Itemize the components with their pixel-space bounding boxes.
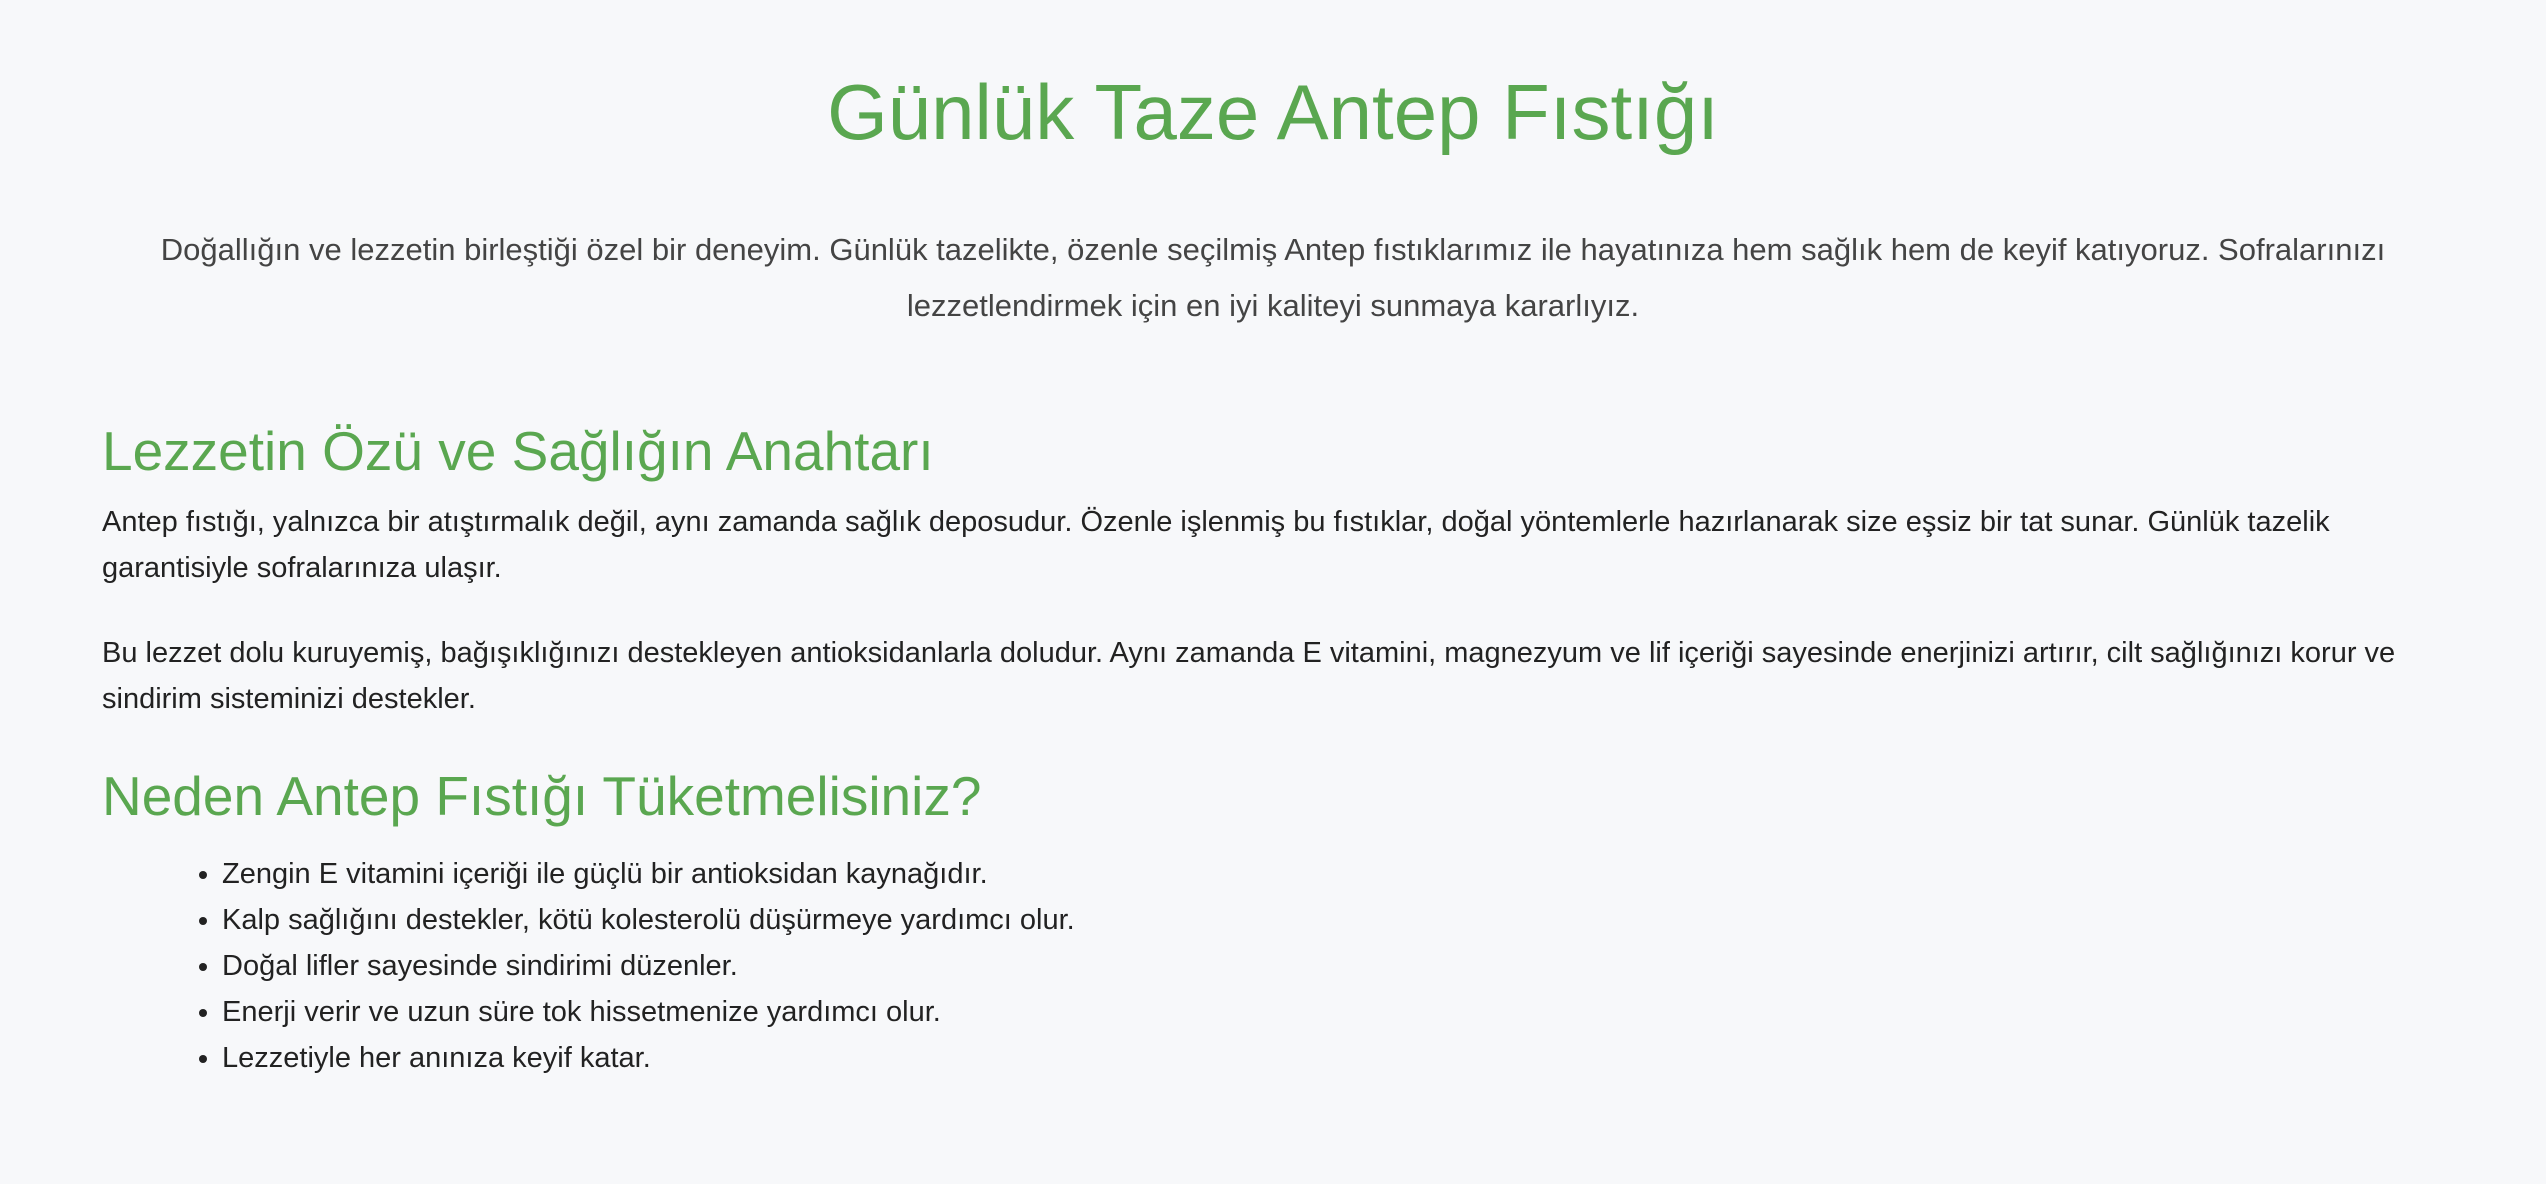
section-paragraph-1: Antep fıstığı, yalnızca bir atıştırmalık değil, aynı zamanda sağlık deposudur. Özenle işlenmiş bu fıstıklar, doğal yöntemlerle hazırlanarak size eşsiz bir tat sunar. Günlük tazelik garantisiyle sofralarınıza ulaşır. [102,506,2330,584]
hero-section [0,0,2546,334]
page-title: Günlük Taze Antep Fıstığı [827,68,1719,156]
benefit-item: • Lezzetiyle her anınıza keyif katar. [222,1035,2444,1081]
benefit-item: • Zengin E vitamini içeriği ile güçlü bir antioksidan kaynağıdır. [222,851,2444,897]
hero-description: Doğallığın ve lezzetin birleştiği özel bir deneyim. Günlük tazelikte, özenle seçilmiş Antep fıstıklarımız ile hayatınıza hem sağlık hem de keyif katıyoruz. Sofralarınızı lezzetlendirmek için en iyi kaliteyi sunmaya kararlıyız. [160,232,2386,323]
benefits-list [102,851,2444,1081]
section-heading-why: Neden Antep Fıstığı Tüketmelisiniz? [102,765,982,827]
benefit-item: • Enerji verir ve uzun süre tok hissetmenize yardımcı olur. [222,989,2444,1035]
section-paragraph-2: Bu lezzet dolu kuruyemiş, bağışıklığınızı destekleyen antioksidanlarla doludur. Aynı zamanda E vitamini, magnezyum ve lif içeriği sayesinde enerjinizi artırır, cilt sağlığınızı korur ve sindirim sisteminizi destekler. [102,637,2396,715]
benefit-item: • Doğal lifler sayesinde sindirimi düzenler. [222,943,2444,989]
main-content [0,334,2546,1081]
benefit-item: • Kalp sağlığını destekler, kötü kolesterolü düşürmeye yardımcı olur. [222,897,2444,943]
section-heading-essence: Lezzetin Özü ve Sağlığın Anahtarı [102,420,934,482]
section-why [102,722,2444,1081]
section-essence [102,334,2444,722]
